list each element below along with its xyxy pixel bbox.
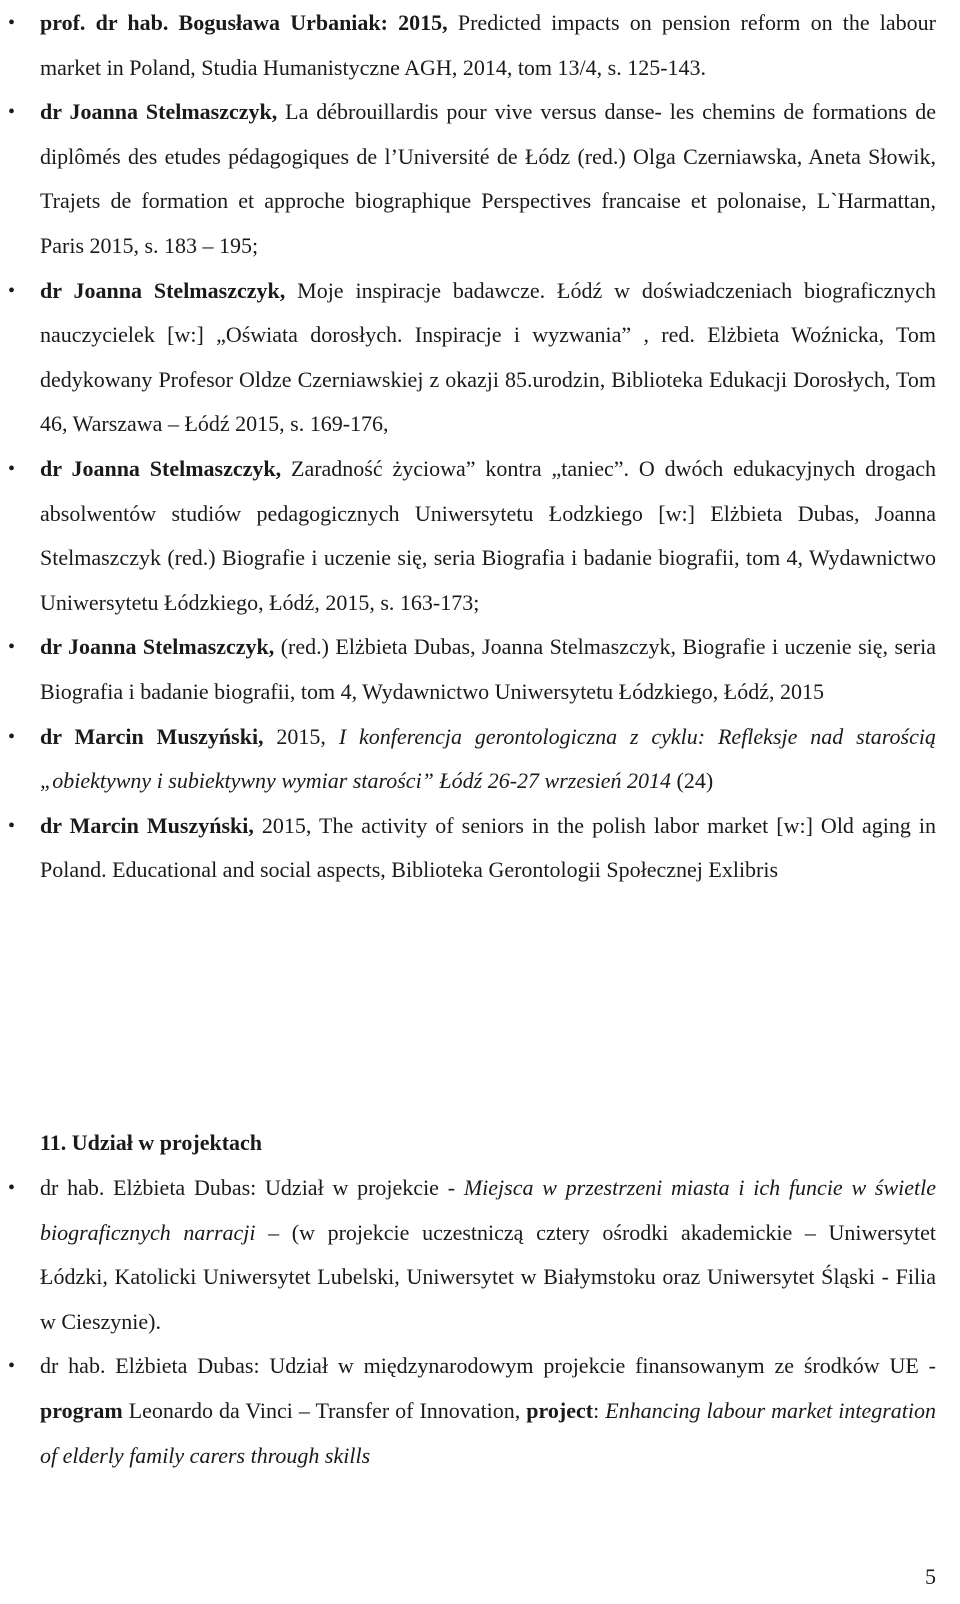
- entry-bold-project: project: [526, 1397, 594, 1423]
- entry-tail: (24): [671, 768, 714, 794]
- publication-list: [0, 1, 960, 893]
- entry-tail: – (w projekcie uczestniczą cztery ośrodki akademickie – Uniwersytet Łódzki, Katolicki Uniwersytet Lubelski, Uniwersytet w Białymstoku oraz Uniwersytet Śląski - Filia w Cieszynie).: [40, 1219, 936, 1334]
- list-item: [0, 269, 960, 447]
- entry-author: dr Marcin Muszyński,: [40, 812, 254, 838]
- entry-text: Predicted impacts on pension reform on the labour market in Poland, Studia Humanistyczne AGH, 2014, tom 13/4, s. 125-143.: [40, 10, 937, 80]
- entry-mid: Leonardo da Vinci – Transfer of Innovation,: [122, 1397, 527, 1423]
- bullet-icon: •: [8, 457, 16, 480]
- entry-text: La débrouillardis pour vive versus danse- les chemins de formations de diplômés des etudes pédagogiques de l’Université de Łódz (red.) Olga Czerniawska, Aneta Słowik, Trajets de formation et approche biographique Perspectives francaise et polonaise, L`Harmattan, Paris 2015, s. 183 – 195;: [40, 99, 936, 258]
- entry-mid2: :: [593, 1397, 606, 1423]
- entry-title-italic: Miejsca w przestrzeni miasta i ich funcie w świetle biograficznych narracji: [40, 1175, 936, 1245]
- bullet-icon: •: [8, 1177, 16, 1199]
- project-list: [0, 1166, 960, 1478]
- list-item: [0, 804, 960, 893]
- entry-text: 2015, The activity of seniors in the polish labor market [w:] Old aging in Poland. Educational and social aspects, Biblioteka Gerontologii Społecznej Exlibris: [40, 812, 936, 883]
- list-item: [0, 715, 960, 804]
- page-number: 5: [925, 1564, 936, 1589]
- entry-bold-program: program: [40, 1397, 123, 1423]
- entry-author: dr Marcin Muszyński,: [40, 723, 264, 749]
- entry-author: prof. dr hab. Bogusława Urbaniak:: [40, 10, 388, 35]
- entry-author: dr Joanna Stelmaszczyk,: [40, 99, 278, 125]
- bullet-icon: •: [8, 1355, 16, 1378]
- entry-title-italic: Enhancing labour market integration of elderly family carers through skills: [40, 1397, 936, 1468]
- entry-author: dr Joanna Stelmaszczyk,: [40, 277, 286, 303]
- bullet-icon: •: [8, 279, 16, 302]
- entry-author: dr Joanna Stelmaszczyk,: [40, 455, 282, 481]
- bullet-icon: •: [8, 725, 16, 748]
- entry-title-italic: I konferencja gerontologiczna z cyklu: Refleksje nad starością „obiektywny i subiektywny wymiar starości” Łódź 26-27 wrzesień 2014: [40, 723, 936, 794]
- list-item: [0, 1166, 960, 1344]
- entry-lead: dr hab. Elżbieta Dubas: Udział w międzynarodowym projekcie finansowanym ze środków UE -: [40, 1353, 936, 1379]
- bullet-icon: •: [8, 12, 16, 34]
- bullet-icon: •: [8, 814, 16, 837]
- bullet-icon: •: [8, 101, 16, 124]
- list-item: [0, 1, 960, 90]
- section-heading: 11. Udział w projektach: [40, 1130, 263, 1155]
- entry-author: dr Joanna Stelmaszczyk,: [40, 634, 275, 660]
- list-item: [0, 625, 960, 714]
- entry-text: Moje inspiracje badawcze. Łódź w doświadczeniach biograficznych nauczycielek [w:] „Oświata dorosłych. Inspiracje i wyzwania” , red. Elżbieta Woźnicka, Tom dedykowany Profesor Oldze Czerniawskiej z okazji 85.urodzin, Biblioteka Edukacji Dorosłych, Tom 46, Warszawa – Łódź 2015, s. 169-176,: [40, 277, 936, 437]
- entry-text: (red.) Elżbieta Dubas, Joanna Stelmaszczyk, Biografie i uczenie się, seria Biografia i badanie biografii, tom 4, Wydawnictwo Uniwersytetu Łódzkiego, Łódź, 2015: [40, 634, 936, 704]
- bullet-icon: •: [8, 636, 16, 659]
- list-item: [0, 90, 960, 268]
- entry-lead: dr hab. Elżbieta Dubas: Udział w projekcie -: [40, 1175, 464, 1200]
- list-item: [0, 1344, 960, 1478]
- entry-text: Zaradność życiowa” kontra „taniec”. O dwóch edukacyjnych drogach absolwentów studiów pedagogicznych Uniwersytetu Łodzkiego [w:] Elżbieta Dubas, Joanna Stelmaszczyk (red.) Biografie i uczenie się, seria Biografia i badanie biografii, tom 4, Wydawnictwo Uniwersytetu Łódzkiego, Łódź, 2015, s. 163-173;: [40, 455, 937, 615]
- entry-year: 2015,: [388, 10, 448, 35]
- list-item: [0, 447, 960, 625]
- entry-text: 2015,: [263, 723, 339, 749]
